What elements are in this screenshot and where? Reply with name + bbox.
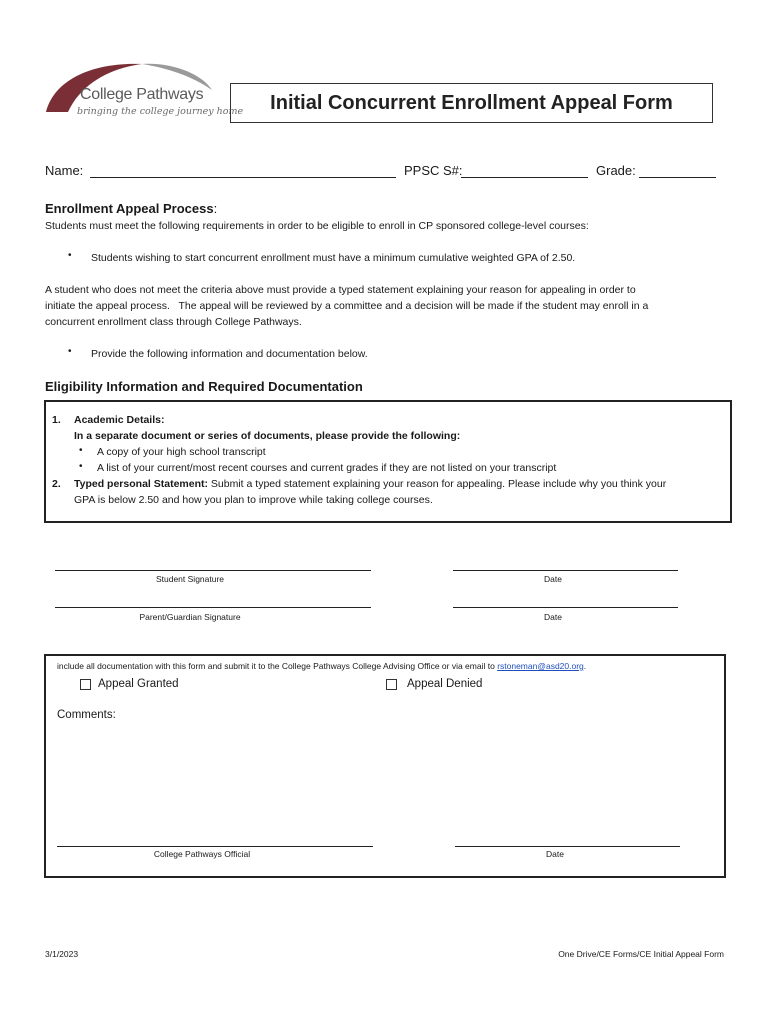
grade-field-label: Grade:: [596, 163, 636, 178]
item1-title: Academic Details:: [74, 414, 165, 426]
ppsc-input-line[interactable]: [461, 177, 588, 178]
eligibility-box: [44, 400, 732, 523]
name-input-line[interactable]: [90, 177, 396, 178]
parent-date-line[interactable]: [453, 607, 678, 608]
form-title: Initial Concurrent Enrollment Appeal Form: [230, 83, 713, 123]
appeal-denied-checkbox[interactable]: [386, 679, 397, 690]
comments-area[interactable]: [57, 728, 707, 833]
parent-signature-label: Parent/Guardian Signature: [139, 612, 241, 622]
parent-signature-line[interactable]: [55, 607, 371, 608]
bullet-icon: •: [79, 445, 83, 456]
office-use-box: [44, 654, 726, 878]
official-signature-label: College Pathways Official: [153, 849, 251, 859]
appeal-granted-option: [80, 678, 179, 690]
footer-date: 3/1/2023: [45, 949, 79, 959]
student-signature-line[interactable]: [55, 570, 371, 571]
official-date-line[interactable]: [455, 846, 680, 847]
office-instruction: include all documentation with this form and submit it to the College Pathways College Advising Office or via email to rstoneman@asd20.org.: [57, 661, 587, 671]
process-para-line2: initiate the appeal process. The appeal will be reviewed by a committee and a decision will be made if the student may enroll in a: [45, 300, 649, 312]
item2-number: 2.: [52, 478, 61, 490]
item2-text: Typed personal Statement: Submit a typed statement explaining your reason for appealing. Please include why you think your: [74, 478, 667, 490]
bullet-icon: •: [79, 461, 83, 472]
footer-path: One Drive/CE Forms/CE Initial Appeal Form: [558, 949, 724, 959]
eligibility-heading: Eligibility Information and Required Documentation: [45, 379, 363, 394]
ppsc-field-label: PPSC S#:: [404, 163, 463, 178]
item2-text-line2: GPA is below 2.50 and how you plan to improve while taking college courses.: [74, 494, 433, 506]
official-date-label: Date: [546, 849, 564, 859]
process-heading: Enrollment Appeal Process:: [45, 201, 218, 216]
email-link[interactable]: rstoneman@asd20.org: [497, 661, 584, 671]
name-field-label: Name:: [45, 163, 84, 178]
appeal-denied-label: Appeal Denied: [407, 678, 483, 690]
appeal-granted-label: Appeal Granted: [98, 678, 179, 690]
instruction-text: Provide the following information and documentation below.: [91, 348, 368, 360]
student-signature-label: Student Signature: [155, 574, 225, 584]
bullet-icon: •: [68, 346, 72, 357]
logo-tagline: bringing the college journey home: [77, 106, 244, 117]
official-signature-line[interactable]: [57, 846, 373, 847]
process-intro: Students must meet the following requirements in order to be eligible to enroll in CP sponsored college-level courses:: [45, 220, 589, 232]
logo-name: College Pathways: [80, 86, 204, 103]
process-para-line1: A student who does not meet the criteria above must provide a typed statement explaining your reason for appealing in order to: [45, 284, 636, 296]
comments-label: Comments:: [57, 709, 116, 721]
appeal-granted-checkbox[interactable]: [80, 679, 91, 690]
grade-input-line[interactable]: [639, 177, 716, 178]
item1-number: 1.: [52, 414, 61, 426]
parent-date-label: Date: [544, 612, 562, 622]
item1-bullet2: A list of your current/most recent courses and current grades if they are not listed on your transcript: [97, 462, 557, 474]
bullet-icon: •: [68, 250, 72, 261]
item1-bullet1: A copy of your high school transcript: [97, 446, 266, 458]
student-date-line[interactable]: [453, 570, 678, 571]
process-para-line3: concurrent enrollment class through College Pathways.: [45, 316, 302, 328]
appeal-denied-option: [386, 678, 482, 690]
student-date-label: Date: [544, 574, 562, 584]
requirement-text: Students wishing to start concurrent enrollment must have a minimum cumulative weighted GPA of 2.50.: [91, 252, 576, 264]
college-pathways-logo: [42, 60, 244, 130]
item1-subtitle: In a separate document or series of documents, please provide the following:: [74, 430, 461, 442]
